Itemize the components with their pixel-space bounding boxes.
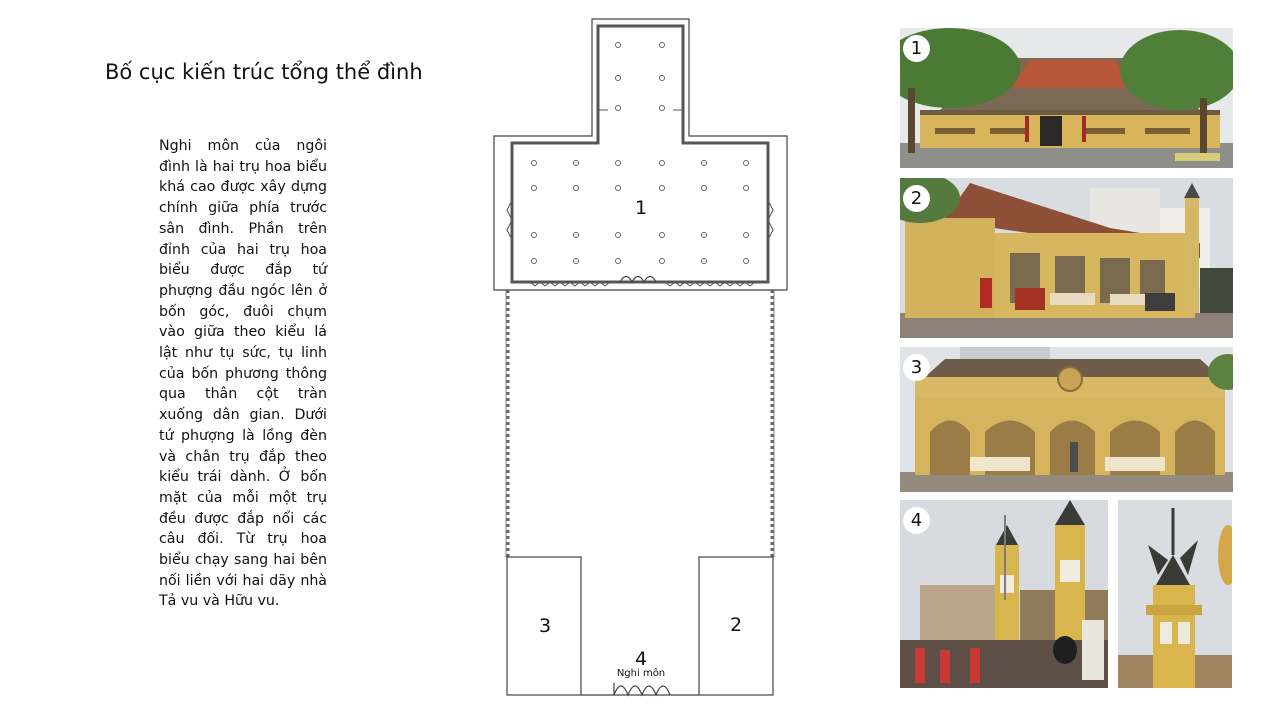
photo-3 — [900, 347, 1233, 492]
photo-badge-4: 4 — [903, 507, 930, 534]
plan-label-2: 2 — [729, 614, 743, 636]
photo-4b — [1118, 500, 1232, 688]
body-paragraph: Nghi môn của ngôi đình là hai trụ hoa biểu khá cao được xây dựng chính giữa phía trước sân đình. Phần trên đỉnh của hai trụ hoa biểu được đắp tứ phượng đầu ngóc lên ở bốn góc, đuôi chụm vào giữa theo kiểu lá lật như tụ sức, tụ linh của bốn phương thông qua thân cột tràn xuống dân gian. Dưới tứ phượng là lồng đèn và chân trụ đắp theo kiểu trái dành. Ở bốn mặt của mỗi một trụ đều được đắp nổi các câu đối. Từ trụ hoa biểu chạy sang hai bên nối liền với hai dãy nhà Tả vu và Hữu vu. — [159, 138, 327, 610]
photo-badge-3: 3 — [903, 354, 930, 381]
plan-label-1: 1 — [634, 197, 648, 219]
photo-2 — [900, 178, 1233, 338]
photo-badge-2: 2 — [903, 185, 930, 212]
plan-label-3: 3 — [538, 615, 552, 637]
photo-badge-1: 1 — [903, 35, 930, 62]
plan-label-4: 4 — [634, 648, 648, 670]
floor-plan — [490, 15, 790, 710]
photo-1 — [900, 28, 1233, 168]
plan-label-gate: Nghi môn — [616, 668, 666, 679]
photo-4a — [900, 500, 1108, 688]
slide-title: Bố cục kiến trúc tổng thể đình — [105, 60, 423, 84]
